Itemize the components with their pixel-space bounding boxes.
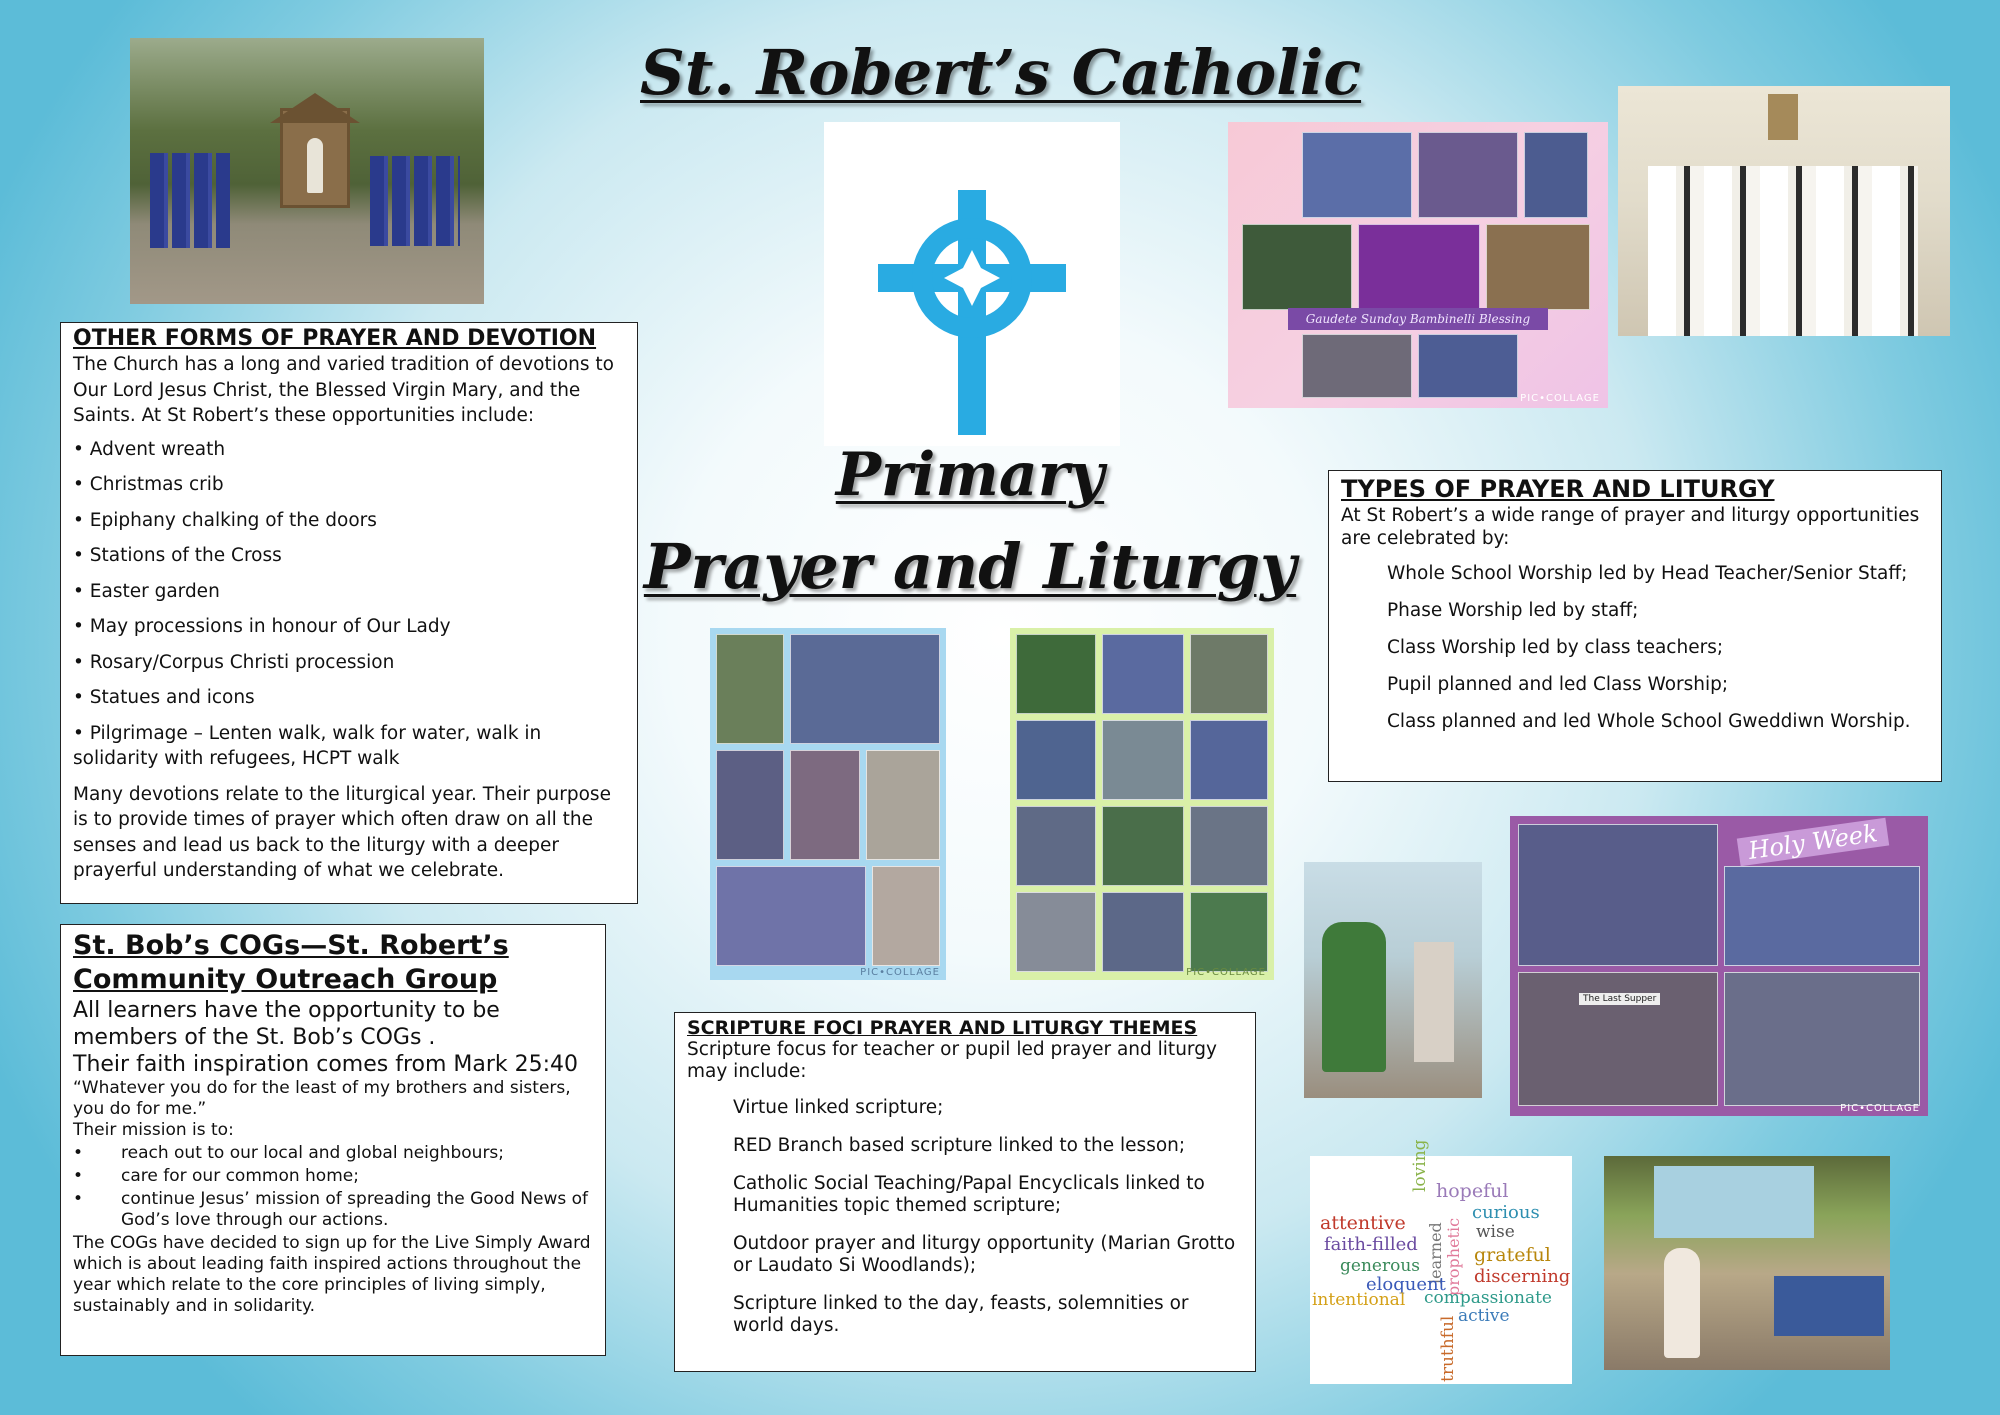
list-item: RED Branch based scripture linked to the lesson;	[733, 1135, 1186, 1156]
list-item: Whole School Worship led by Head Teacher/Senior Staff;	[1387, 563, 1908, 584]
pic-collage-watermark: PIC•COLLAGE	[1520, 393, 1600, 404]
scripture-intro: Scripture focus for teacher or pupil led prayer and liturgy may include:	[687, 1039, 1217, 1082]
word-intentional: intentional	[1312, 1290, 1406, 1310]
list-item: • Rosary/Corpus Christi procession	[73, 651, 395, 673]
holy-week-caption: Holy Week	[1737, 818, 1889, 867]
word-hopeful: hopeful	[1436, 1180, 1509, 1202]
word-loving: loving	[1410, 1139, 1430, 1192]
blessing-photo	[1304, 862, 1482, 1098]
list-item: Virtue linked scripture;	[733, 1097, 944, 1118]
list-item: • continue Jesus’ mission of spreading the Good News of God’s love through our actions.	[121, 1189, 593, 1231]
types-intro: At St Robert’s a wide range of prayer and liturgy opportunities are celebrated by:	[1341, 505, 1920, 549]
list-item: • reach out to our local and global neighbours;	[121, 1143, 593, 1164]
word-faith-filled: faith-filled	[1324, 1234, 1418, 1255]
scripture-heading: SCRIPTURE FOCI PRAYER AND LITURGY THEMES	[687, 1017, 1198, 1039]
list-item: • Easter garden	[73, 580, 220, 602]
scripture-list	[687, 1097, 1243, 1337]
devotion-intro: The Church has a long and varied tradition of devotions to Our Lord Jesus Christ, the Blessed Virgin Mary, and the Saints. At St Robert’s these opportunities include:	[73, 354, 614, 426]
pic-collage-watermark: PIC•COLLAGE	[860, 967, 940, 978]
cogs-closing: The COGs have decided to sign up for the Live Simply Award which is about leading faith inspired actions throughout the year which relate to the core principles of living simply, sustainably and in solidarity.	[73, 1233, 591, 1316]
list-item: • Advent wreath	[73, 438, 226, 460]
types-panel	[1328, 470, 1942, 782]
subtitle-primary: Primary	[835, 440, 1105, 510]
scripture-panel	[674, 1012, 1256, 1372]
list-item: Pupil planned and led Class Worship;	[1387, 674, 1729, 695]
logo-panel	[824, 122, 1120, 446]
virtues-word-cloud	[1310, 1139, 1572, 1384]
list-item: • Statues and icons	[73, 687, 255, 708]
advent-collage	[1228, 122, 1608, 408]
class-worship-collage	[710, 628, 946, 980]
devotion-list	[73, 437, 625, 772]
holy-week-collage	[1510, 816, 1928, 1116]
word-curious: curious	[1472, 1202, 1540, 1223]
list-item: Class planned and led Whole School Gweddiwn Worship.	[1387, 711, 1911, 732]
list-item: Class Worship led by class teachers;	[1387, 637, 1724, 658]
list-item: Scripture linked to the day, feasts, solemnities or world days.	[733, 1293, 1189, 1336]
devotion-closing: Many devotions relate to the liturgical year. Their purpose is to provide times of prayer which often draw on all the senses and lead us back to the liturgy with a deeper prayerful understanding of what we celebrate.	[73, 783, 611, 881]
cogs-heading-line1: St. Bob’s COGs—St. Robert’s	[73, 930, 509, 961]
word-active: active	[1458, 1306, 1510, 1326]
pic-collage-watermark: PIC•COLLAGE	[1186, 967, 1266, 978]
types-heading: TYPES OF PRAYER AND LITURGY	[1341, 475, 1775, 503]
word-generous: generous	[1340, 1256, 1420, 1276]
list-item: • Pilgrimage – Lenten walk, walk for water, walk in solidarity with refugees, HCPT walk	[73, 722, 542, 769]
last-supper-caption: The Last Supper	[1579, 993, 1660, 1005]
celtic-cross-icon	[824, 122, 1120, 446]
list-item: • May processions in honour of Our Lady	[73, 616, 451, 637]
devotion-panel	[60, 322, 638, 904]
word-learned: learned	[1426, 1222, 1445, 1284]
list-item: Catholic Social Teaching/Papal Encyclicals linked to Humanities topic themed scripture;	[733, 1173, 1205, 1216]
cogs-list	[73, 1143, 593, 1231]
word-attentive: attentive	[1320, 1212, 1406, 1234]
devotion-heading: OTHER FORMS OF PRAYER AND DEVOTION	[73, 326, 597, 351]
cogs-inspiration: Their faith inspiration comes from Mark 25:40	[73, 1052, 579, 1077]
word-truthful: truthful	[1438, 1315, 1458, 1382]
list-item: Phase Worship led by staff;	[1387, 600, 1639, 621]
word-discerning: discerning	[1474, 1266, 1571, 1287]
cogs-heading	[73, 929, 593, 997]
communion-photo	[1618, 86, 1950, 336]
cogs-quote: “Whatever you do for the least of my brothers and sisters, you do for me.”	[73, 1078, 571, 1119]
pic-collage-watermark: PIC•COLLAGE	[1840, 1103, 1920, 1114]
page-title: St. Robert’s Catholic	[640, 36, 1362, 109]
word-wise: wise	[1476, 1222, 1515, 1242]
advent-caption: Gaudete Sunday Bambinelli Blessing	[1288, 308, 1548, 330]
cogs-panel	[60, 924, 606, 1356]
word-prophetic: prophetic	[1444, 1217, 1463, 1296]
word-compassionate: compassionate	[1424, 1288, 1552, 1308]
mass-collage	[1010, 628, 1274, 980]
subtitle-prayer-liturgy: Prayer and Liturgy	[643, 530, 1297, 603]
cogs-heading-line2: Community Outreach Group	[73, 964, 498, 995]
cogs-intro: All learners have the opportunity to be members of the St. Bob’s COGs .	[73, 998, 500, 1050]
list-item: • Stations of the Cross	[73, 545, 282, 566]
list-item: • Christmas crib	[73, 474, 224, 495]
assembly-photo	[1604, 1156, 1890, 1370]
list-item: • Epiphany chalking of the doors	[73, 509, 377, 531]
grotto-photo	[130, 38, 484, 304]
word-grateful: grateful	[1474, 1244, 1551, 1266]
word-eloquent: eloquent	[1366, 1274, 1446, 1295]
list-item: Outdoor prayer and liturgy opportunity (Marian Grotto or Laudato Si Woodlands);	[733, 1233, 1236, 1276]
list-item: • care for our common home;	[121, 1166, 593, 1187]
types-list	[1341, 562, 1929, 733]
cogs-mission-label: Their mission is to:	[73, 1120, 234, 1140]
